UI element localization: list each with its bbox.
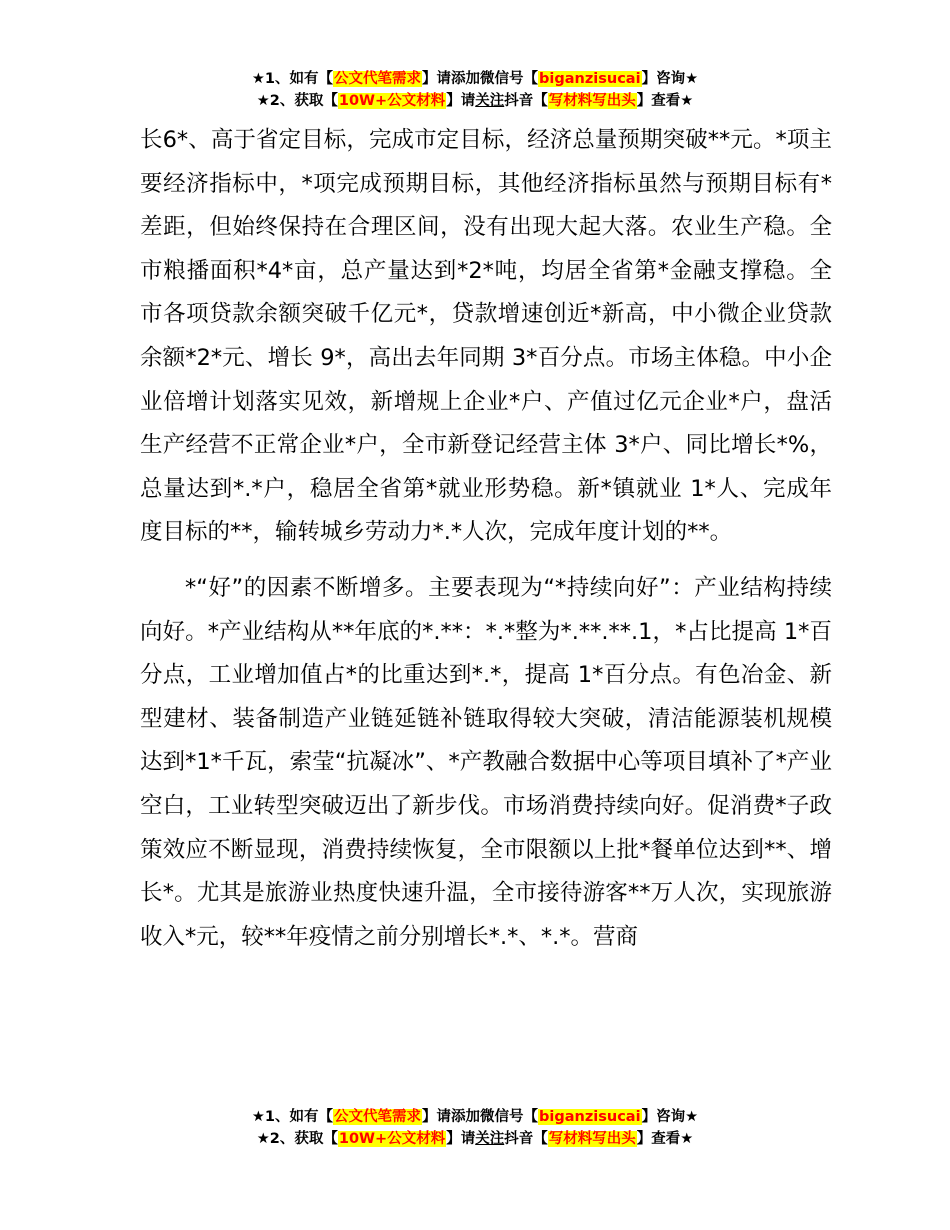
banner-line-2 — [0, 1128, 950, 1150]
highlight-text: 公文代笔需求 — [334, 1109, 422, 1125]
banner-text: 】查看★ — [636, 93, 694, 109]
banner-text: 】请 — [446, 1131, 476, 1147]
banner-line-1 — [0, 1106, 950, 1128]
banner-line-1 — [0, 68, 950, 90]
banner-text: 】请 — [446, 93, 476, 109]
banner-text: 】查看★ — [636, 1131, 694, 1147]
banner-text: ★2、获取【 — [256, 1131, 338, 1147]
douyin-account: 写材料写出头 — [548, 93, 636, 109]
banner-text: 抖音【 — [504, 1131, 548, 1147]
banner-text: 】咨询★ — [641, 71, 699, 87]
wechat-id: biganzisucai — [539, 71, 641, 87]
paragraph-2: *“好”的因素不断增多。主要表现为“*持续向好”：产业结构持续向好。*产业结构从**年底的*.**：*.*整为*.**.**.1，*占比提高 1*百分点，工业增加值占*的比重达到*.*，提高 1*百分点。有色冶金、新型建材、装备制造产业链延链补链取得较大突破，清洁能源装机规模达到*1*千瓦，索莹“抗凝冰”、*产教融合数据中心等项目填补了*产业空白，工业转型突破迈出了新步伐。市场消费持续向好。促消费*子政策效应不断显现，消费持续恢复，全市限额以上批*餐单位达到**、增长*。尤其是旅游业热度快速升温，全市接待游客**万人次，实现旅游收入*元，较**年疫情之前分别增长*.*、*.*。营商 — [140, 574, 832, 950]
banner-line-2 — [0, 90, 950, 112]
banner-text: 抖音【 — [504, 93, 548, 109]
paragraph-1: 长6*、高于省定目标，完成市定目标，经济总量预期突破**元。*项主要经济指标中，*项完成预期目标，其他经济指标虽然与预期目标有*差距，但始终保持在合理区间，没有出现大起大落。农业生产稳。全市粮播面积*4*亩，总产量达到*2*吨，均居全省第*金融支撑稳。全市各项贷款余额突破千亿元*，贷款增速创近*新高，中小微企业贷款余额*2*元、增长 9*，高出去年同期 3*百分点。市场主体稳。中小企业倍增计划落实见效，新增规上企业*户、产值过亿元企业*户，盘活生产经营不正常企业*户，全市新登记经营主体 3*户、同比增长*%，总量达到*.*户，稳居全省第*就业形势稳。新*镇就业 1*人、完成年度目标的**，输转城乡劳动力*.*人次，完成年度计划的**。 — [140, 127, 832, 546]
banner-text: ★2、获取【 — [256, 93, 338, 109]
douyin-account: 写材料写出头 — [548, 1131, 636, 1147]
highlight-text: 10W+公文材料 — [338, 93, 446, 109]
document-body — [140, 119, 832, 959]
footer-banner — [0, 1106, 950, 1150]
wechat-id: biganzisucai — [539, 1109, 641, 1125]
highlight-text: 公文代笔需求 — [334, 71, 422, 87]
header-banner — [0, 68, 950, 112]
banner-text: 】咨询★ — [641, 1109, 699, 1125]
banner-text: ★1、如有【 — [251, 71, 334, 87]
banner-text: ★1、如有【 — [251, 1109, 334, 1125]
banner-text: 】请添加微信号【 — [422, 71, 539, 87]
underlined-text: 关注 — [475, 93, 505, 109]
underlined-text: 关注 — [475, 1131, 505, 1147]
banner-text: 】请添加微信号【 — [422, 1109, 539, 1125]
highlight-text: 10W+公文材料 — [338, 1131, 446, 1147]
